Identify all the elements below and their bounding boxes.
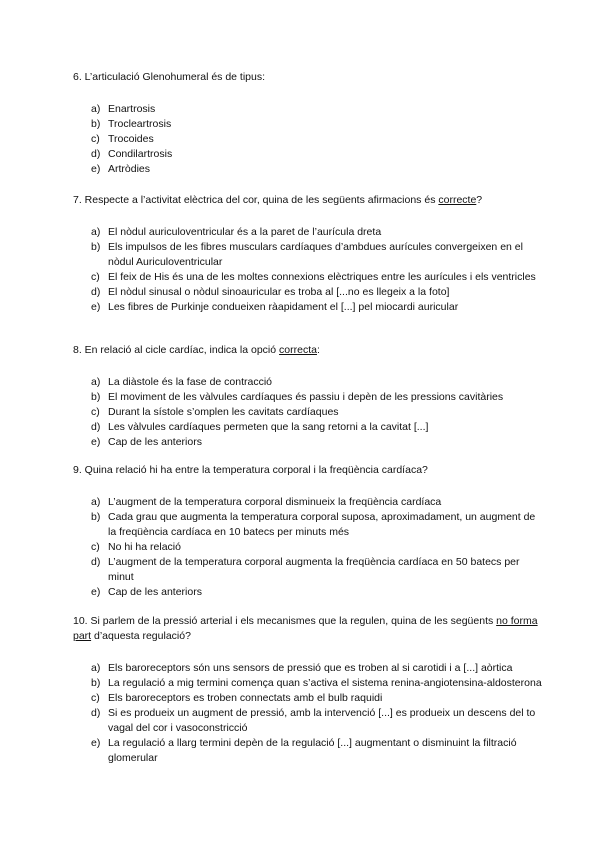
option-item [73, 420, 543, 435]
option-marker: d) [91, 421, 101, 433]
option-text: Trocoides [108, 133, 154, 145]
question-6-stem: 6. L’articulació Glenohumeral és de tipus: [73, 71, 266, 83]
option-item [73, 285, 543, 300]
option-marker: c) [91, 133, 100, 145]
stem-text: 10. Si parlem de la pressió arterial i els mecanismes que la regulen, quina de les següents [73, 615, 497, 627]
option-item [73, 390, 543, 405]
stem-underlined: correcte [438, 194, 477, 206]
option-item [73, 540, 543, 555]
option-marker: d) [91, 707, 101, 719]
option-text: L’augment de la temperatura corporal disminueix la freqüència cardíaca [108, 496, 442, 508]
option-marker: a) [91, 226, 101, 238]
option-marker: d) [91, 286, 101, 298]
stem-text: 8. En relació al cicle cardíac, indica la opció [73, 344, 280, 356]
question-9 [73, 463, 543, 600]
option-text: Les vàlvules cardíaques permeten que la sang retorni a la cavitat [...] [108, 421, 429, 433]
option-item [73, 240, 543, 270]
option-text: No hi ha relació [108, 541, 181, 553]
option-text: Artròdies [108, 163, 151, 175]
question-10-stem [73, 614, 543, 644]
option-text: El feix de His és una de les moltes connexions elèctriques entre les aurícules i els ventricles [108, 271, 536, 283]
option-item [73, 495, 543, 510]
option-marker: a) [91, 103, 101, 115]
option-item [73, 162, 543, 177]
option-text: La regulació a mig termini comença quan s’activa el sistema renina-angiotensina-aldosterona [108, 677, 542, 689]
option-item [73, 585, 543, 600]
option-item [73, 375, 543, 390]
option-item [73, 132, 543, 147]
option-text: Condilartrosis [108, 148, 173, 160]
question-7-options [73, 225, 543, 315]
question-8-stem [73, 343, 543, 358]
stem-text-end: ? [476, 194, 483, 206]
stem-underlined: no forma part [73, 615, 538, 642]
option-item [73, 706, 543, 736]
option-text: La diàstole és la fase de contracció [108, 376, 273, 388]
stem-text-end: d’aquesta regulació? [91, 630, 191, 642]
option-marker: c) [91, 541, 100, 553]
question-9-options [73, 495, 543, 600]
option-item [73, 661, 543, 676]
option-marker: c) [91, 271, 100, 283]
stem-text-end: : [316, 344, 320, 356]
question-6 [73, 70, 543, 177]
option-marker: b) [91, 677, 101, 689]
option-text: Trocleartrosis [108, 118, 172, 130]
option-text: Si es produeix un augment de pressió, amb la intervenció [...] es produeix un descens del to vagal del cor i vasoconstricció [108, 707, 536, 734]
option-item [73, 225, 543, 240]
option-marker: b) [91, 391, 101, 403]
option-text: Enartrosis [108, 103, 156, 115]
option-text: Cap de les anteriors [108, 436, 202, 448]
option-text: La regulació a llarg termini depèn de la regulació [...] augmentant o disminuint la filtració glomerular [108, 737, 517, 764]
question-8-options [73, 375, 543, 450]
question-9-stem: 9. Quina relació hi ha entre la temperatura corporal i la freqüència cardíaca? [73, 464, 428, 476]
option-marker: e) [91, 436, 101, 448]
option-item [73, 435, 543, 450]
option-item [73, 555, 543, 585]
option-item [73, 270, 543, 285]
stem-underlined: correcta [279, 344, 317, 356]
option-text: Cap de les anteriors [108, 586, 202, 598]
option-item [73, 510, 543, 540]
option-marker: a) [91, 662, 101, 674]
option-text: El moviment de les vàlvules cardíaques és passiu i depèn de les pressions cavitàries [108, 391, 504, 403]
option-text: L’augment de la temperatura corporal augmenta la freqüència cardíaca en 50 batecs per minut [108, 556, 520, 583]
option-item [73, 117, 543, 132]
option-item [73, 736, 543, 766]
question-10-options [73, 661, 543, 766]
option-text: Durant la sístole s’omplen les cavitats cardíaques [108, 406, 339, 418]
option-item [73, 147, 543, 162]
option-marker: c) [91, 406, 100, 418]
option-item [73, 691, 543, 706]
question-6-options [73, 102, 543, 177]
question-10 [73, 614, 543, 766]
option-marker: e) [91, 301, 101, 313]
option-marker: e) [91, 737, 101, 749]
option-text: El nòdul sinusal o nòdul sinoauricular es troba al [...no es llegeix a la foto] [108, 286, 450, 298]
option-marker: c) [91, 692, 100, 704]
option-marker: a) [91, 376, 101, 388]
question-7-stem [73, 193, 543, 208]
question-8 [73, 343, 543, 450]
option-text: El nòdul auriculoventricular és a la paret de l’aurícula dreta [108, 226, 382, 238]
option-marker: b) [91, 241, 101, 253]
option-marker: b) [91, 118, 101, 130]
stem-text: 7. Respecte a l’activitat elèctrica del cor, quina de les següents afirmacions és [73, 194, 439, 206]
option-text: Els impulsos de les fibres musculars cardíaques d’ambdues aurícules convergeixen en el nòdul Auriculoventricular [108, 241, 523, 268]
option-marker: e) [91, 586, 101, 598]
option-text: Els baroreceptors són uns sensors de pressió que es troben al si carotidi i a [...] aòrtica [108, 662, 513, 674]
option-marker: d) [91, 556, 101, 568]
option-item [73, 676, 543, 691]
option-text: Cada grau que augmenta la temperatura corporal suposa, aproximadament, un augment de la freqüència cardíaca en 10 batecs per minuts més [108, 511, 536, 538]
option-item [73, 300, 543, 315]
option-text: Les fibres de Purkinje condueixen ràapidament el [...] pel miocardi auricular [108, 301, 459, 313]
option-marker: b) [91, 511, 101, 523]
option-marker: e) [91, 163, 101, 175]
option-item [73, 405, 543, 420]
option-marker: d) [91, 148, 101, 160]
option-marker: a) [91, 496, 101, 508]
question-7 [73, 193, 543, 315]
option-item [73, 102, 543, 117]
option-text: Els baroreceptors es troben connectats amb el bulb raquidi [108, 692, 383, 704]
